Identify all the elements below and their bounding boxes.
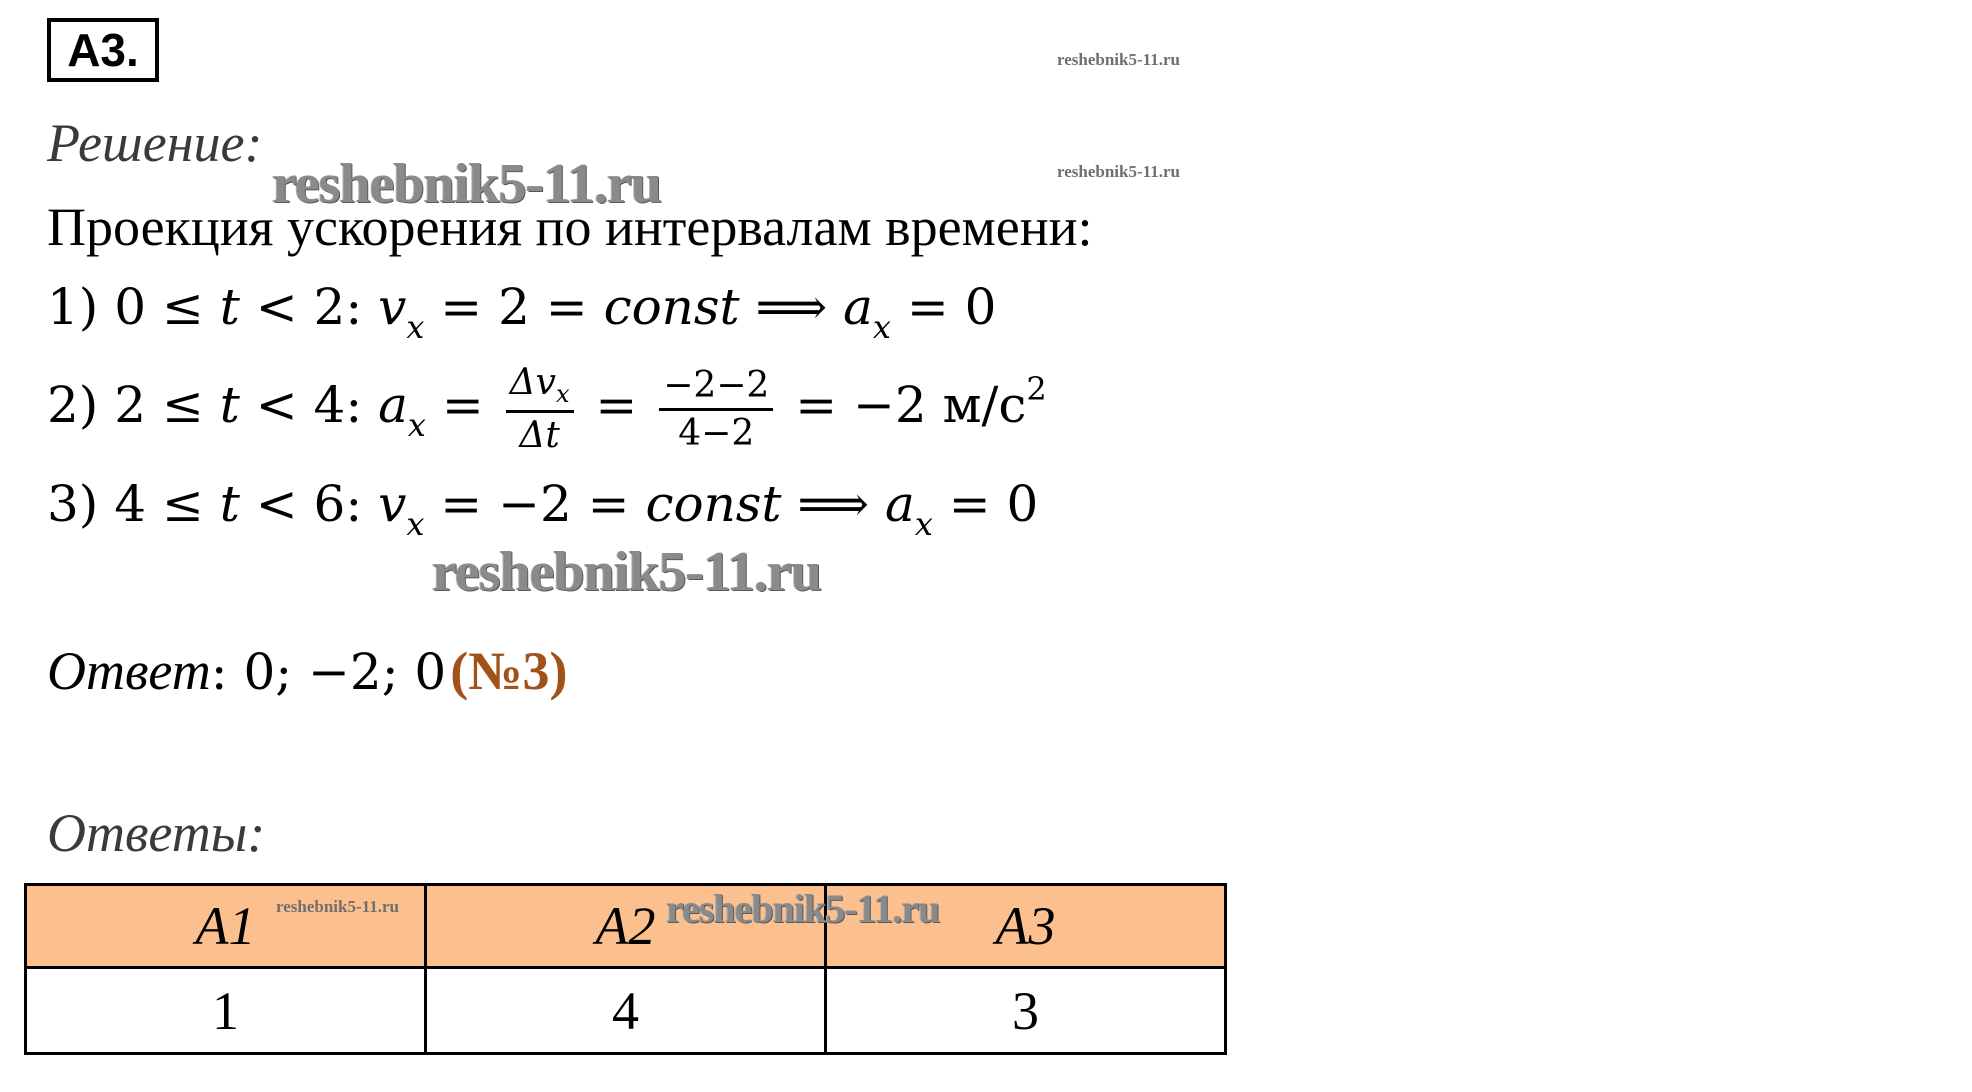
fraction-values: $\frac{-2-2}{4-2}$ [659, 365, 773, 454]
step-1: 1) 0 ≤ t < 2: $v_x = 2$ = const ⟹ $a_x = 0$ [47, 278, 997, 346]
watermark-large: reshebnik5-11.ru [666, 886, 940, 931]
solution-heading: Решение: [47, 113, 263, 173]
table-header-cell: A3 [826, 885, 1226, 968]
step-number: 3) [47, 475, 99, 533]
answers-table [24, 883, 1227, 1055]
answer-values: 0; −2; 0 [243, 643, 447, 701]
problem-label: A3. [47, 18, 159, 82]
table-header-cell: A2 [426, 885, 826, 968]
step-number: 1) [47, 278, 99, 336]
table-cell: 3 [826, 968, 1226, 1054]
watermark-large: reshebnik5-11.ru [272, 153, 662, 215]
table-header-cell: A1 [26, 885, 426, 968]
answer-label: Ответ [47, 641, 211, 701]
table-row [26, 968, 1226, 1054]
answer-reference: (№3) [450, 641, 568, 701]
watermark-small: reshebnik5-11.ru [276, 897, 399, 916]
table-cell: 1 [26, 968, 426, 1054]
watermark-small: reshebnik5-11.ru [1057, 162, 1180, 181]
watermark-small: reshebnik5-11.ru [1057, 50, 1180, 69]
watermark-large: reshebnik5-11.ru [432, 541, 822, 603]
step-2: 2) 2 ≤ t < 4: $a_x$ = $\frac{\Delta v_x}{\Delta t}$ = $\frac{-2-2}{4-2}$ = −2 $м/с^2$ [47, 362, 1047, 456]
intro-text: Проекция ускорения по интервалам времени: [47, 197, 1093, 257]
answer-line: Ответ: 0; −2; 0 (№3) [47, 641, 568, 701]
fraction-delta: $\frac{\Delta v_x}{\Delta t}$ [506, 362, 574, 456]
answers-heading: Ответы: [47, 803, 266, 863]
table-cell: 4 [426, 968, 826, 1054]
step-3: 3) 4 ≤ t < 6: $v_x = -2$ = const ⟹ $a_x = 0$ [47, 475, 1039, 543]
table-header-row [26, 885, 1226, 968]
step-number: 2) [47, 376, 99, 434]
